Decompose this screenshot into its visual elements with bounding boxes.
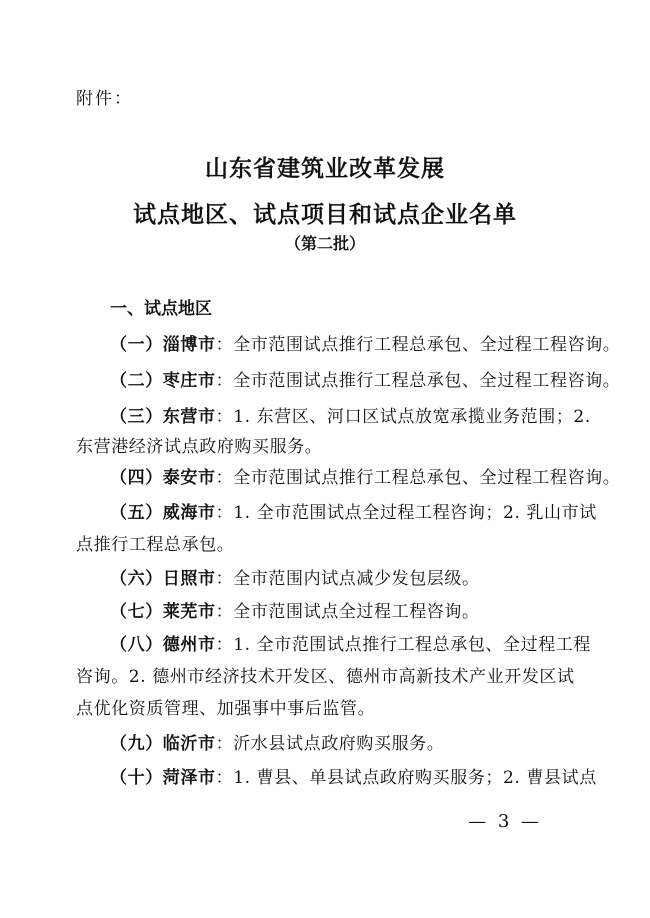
list-item <box>110 630 591 655</box>
list-item <box>110 402 591 427</box>
list-item <box>110 498 597 523</box>
item-text: ：1. 东营区、河口区试点放宽承揽业务范围；2. <box>215 407 591 427</box>
item-continuation: 点优化资质管理、加强事中事后监管。 <box>76 699 376 719</box>
city-label: （八）德州市 <box>110 635 216 655</box>
list-item <box>110 729 444 754</box>
title-line-1: 山东省建筑业改革发展 <box>205 155 445 182</box>
item-text: ：全市范围内试点减少发包层级。 <box>215 569 480 589</box>
section-heading: 一、试点地区 <box>110 299 212 319</box>
city-label: （六）日照市 <box>110 569 216 589</box>
city-label: （四）泰安市 <box>110 468 216 488</box>
list-item <box>110 366 620 391</box>
attachment-label: 附件： <box>76 89 133 109</box>
item-text: ：全市范围试点推行工程总承包、全过程工程咨询。 <box>215 468 621 488</box>
city-label: （三）东营市 <box>110 407 216 427</box>
item-text: ：1. 全市范围试点全过程工程咨询；2. 乳山市试 <box>215 503 597 523</box>
city-label: （一）淄博市 <box>110 335 216 355</box>
list-item <box>110 330 620 355</box>
batch-label: （第二批） <box>284 234 365 253</box>
list-item <box>110 564 480 589</box>
city-label: （二）枣庄市 <box>110 371 216 391</box>
item-text: ：沂水县试点政府购买服务。 <box>215 734 445 754</box>
item-text: ：1. 曹县、单县试点政府购买服务；2. 曹县试点 <box>215 768 597 788</box>
title-line-2: 试点地区、试点项目和试点企业名单 <box>133 201 517 228</box>
list-item <box>110 763 597 788</box>
city-label: （七）莱芜市 <box>110 602 216 622</box>
city-label: （五）威海市 <box>110 503 216 523</box>
list-item <box>110 463 620 488</box>
item-text: ：全市范围试点推行工程总承包、全过程工程咨询。 <box>215 335 621 355</box>
city-label: （十）菏泽市 <box>110 768 216 788</box>
city-label: （九）临沂市 <box>110 734 216 754</box>
item-continuation: 咨询。2. 德州市经济技术开发区、德州市高新技术产业开发区试 <box>76 667 575 687</box>
item-text: ：1. 全市范围试点推行工程总承包、全过程工程 <box>215 635 592 655</box>
list-item <box>110 597 480 622</box>
item-continuation: 东营港经济试点政府购买服务。 <box>76 437 323 457</box>
page-number: — 3 — <box>468 811 542 832</box>
item-text: ：全市范围试点推行工程总承包、全过程工程咨询。 <box>215 371 621 391</box>
item-text: ：全市范围试点全过程工程咨询。 <box>215 602 480 622</box>
item-continuation: 点推行工程总承包。 <box>76 535 235 555</box>
